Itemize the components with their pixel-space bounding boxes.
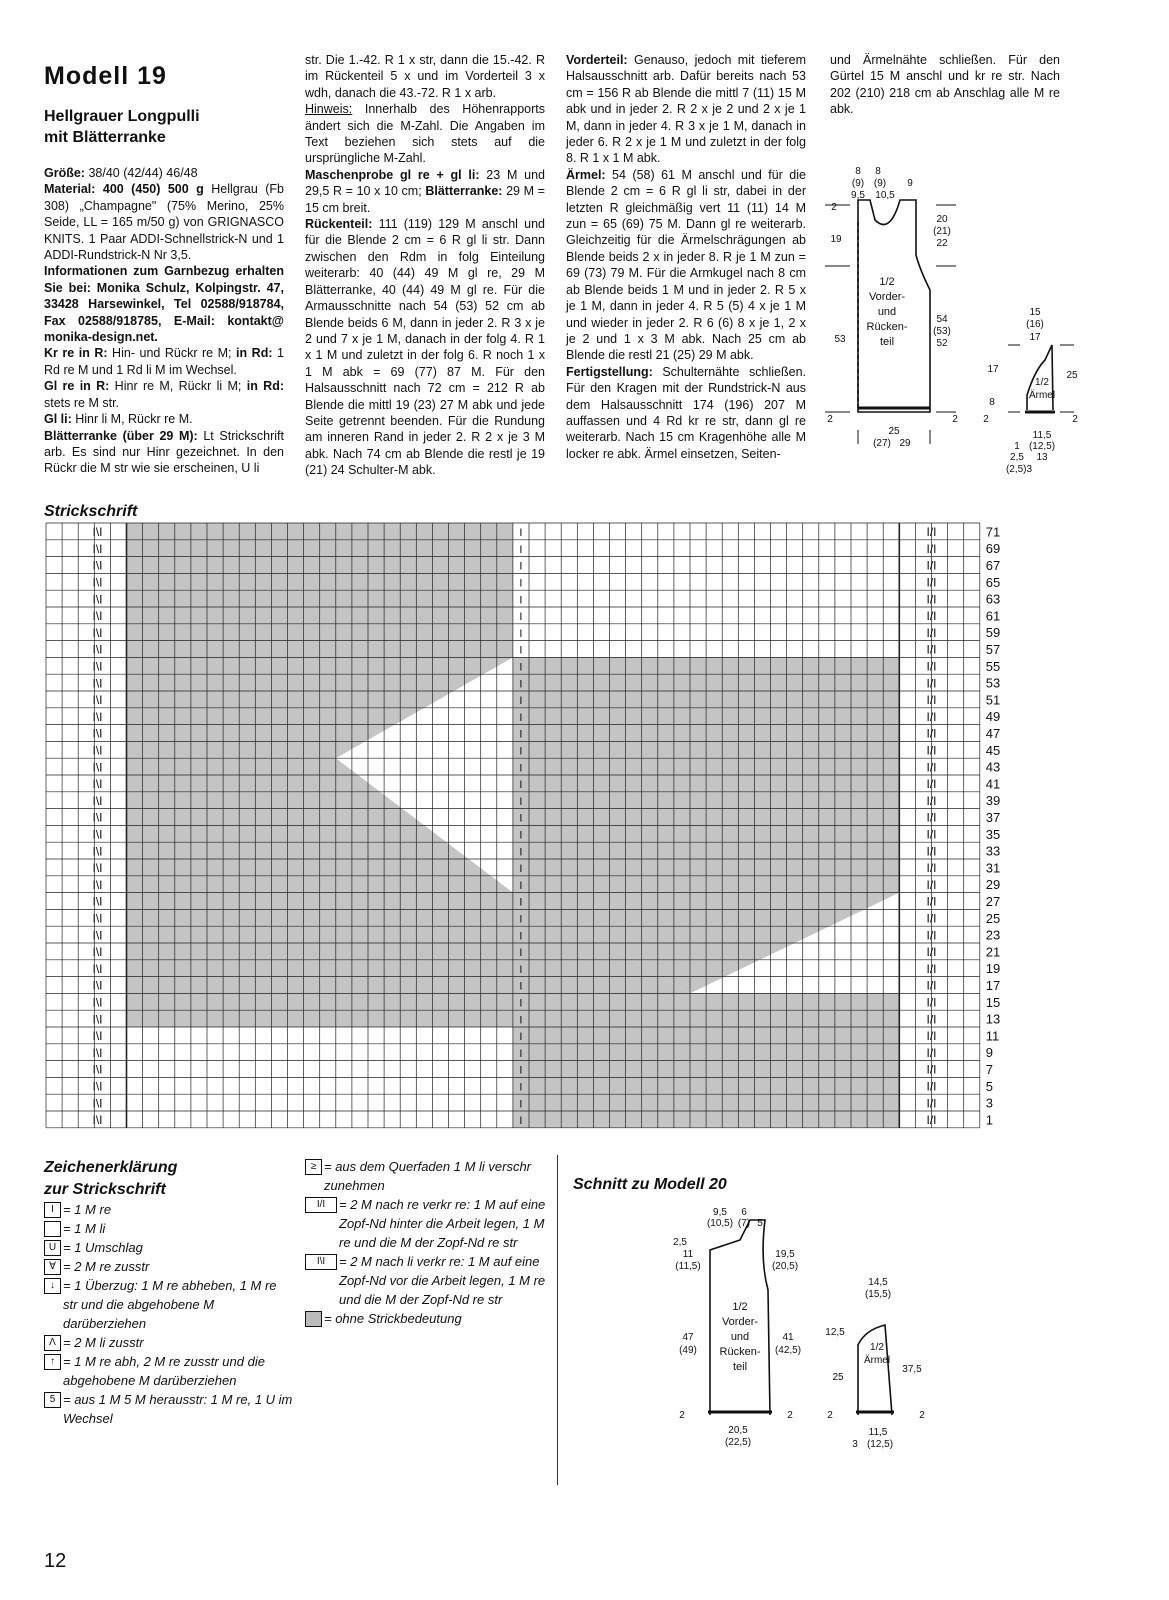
chart-row-number: 39 — [985, 793, 1001, 809]
chart-row-number: 43 — [985, 759, 1001, 775]
chart-symbol-cross-right: I/I — [926, 1113, 937, 1128]
svg-text:Vorder-: Vorder- — [721, 1316, 759, 1328]
rows-paragraph: str. Die 1.-42. R 1 x str, dann die 15.-42. R im Rückenteil 5 x und im Vorderteil 3 x wdh, danach die 43.-72. R 1 x arb. — [305, 53, 545, 100]
svg-text:1: 1 — [1014, 441, 1020, 452]
svg-text:(12,5): (12,5) — [866, 1439, 894, 1450]
chart-symbol-cross-right: I/I — [926, 541, 937, 556]
chart-row-number: 59 — [985, 625, 1001, 641]
svg-text:(2,5)3: (2,5)3 — [1005, 464, 1033, 475]
chart-symbol-cross-left: I\I — [92, 1045, 103, 1060]
svg-text:(27): (27) — [873, 438, 891, 449]
chart-grid — [44, 521, 1074, 1141]
svg-text:12,5: 12,5 — [825, 1327, 845, 1338]
svg-text:13: 13 — [1036, 452, 1048, 463]
chart-symbol-cross-left: I\I — [92, 743, 103, 758]
chart-symbol-cross-left: I\I — [92, 827, 103, 842]
chart-symbol-knit: I — [519, 1064, 523, 1077]
page-number: 12 — [44, 1550, 67, 1572]
chart-symbol-cross-right: I/I — [926, 726, 937, 741]
chart-row-number: 41 — [985, 776, 1001, 792]
instructions-column-2 — [305, 52, 545, 479]
chart-symbol-cross-right: I/I — [926, 995, 937, 1010]
chart-symbol-knit: I — [519, 1081, 523, 1094]
hinweis-paragraph: Hinweis: Innerhalb des Höhenrapports ändert sich die M-Zahl. Die Angaben im Text beziehen sich stets auf die ursprüngliche M-Zahl. — [305, 102, 545, 166]
schematic-modell-20 — [660, 1200, 960, 1470]
legend-item-purl: = 1 M li — [44, 1219, 294, 1238]
aermel-paragraph: Ärmel: 54 (58) 61 M anschl und für die Blende 2 cm = 6 R gl li str, dabei in der letzten R gleichmäßig vert 11 (11) 14 M zun = 65 (69) 75 M. Dann gl re weiterarb. Gleichzeitig für die Ärmelschrägungen ab Blende beids 2 x in jeder 8. R je 1 M zun = 69 (73) 79 M. Für die Armkugel nach 8 cm ab Blende beids 1 M und in jeder 2. R 5 x je 1 M, dann in jeder 4. R 5 (5) 4 x je 1 M und wieder in jeder 2. R 6 (6) 8 x je 1, 2 x je 2 und 1 x 3 M abk. Nach 25 cm ab Blende die restl 21 (25) 29 M abk. — [566, 167, 806, 363]
chart-row-number: 33 — [985, 843, 1001, 859]
chart-row-number: 29 — [985, 877, 1001, 893]
chart-row-number: 45 — [985, 742, 1001, 758]
legend-item-p2tog: Λ = 2 M li zusstr — [44, 1333, 294, 1352]
svg-text:54: 54 — [936, 314, 948, 325]
legend-item-k2tog: ∀ = 2 M re zusstr — [44, 1257, 294, 1276]
chart-symbol-knit: I — [519, 627, 523, 640]
chart-symbol-cross-left: I\I — [92, 777, 103, 792]
chart-row-number: 61 — [985, 608, 1001, 624]
svg-text:Rücken-: Rücken- — [719, 1346, 761, 1358]
chart-symbol-cross-left: I\I — [92, 861, 103, 876]
svg-text:17: 17 — [987, 364, 999, 375]
legend-item-sk2p: ↑ = 1 M re abh, 2 M re zusstr und die abgehobene M darüberziehen — [44, 1352, 294, 1390]
chart-row-number: 23 — [985, 927, 1001, 943]
svg-text:teil: teil — [879, 336, 895, 348]
chart-symbol-cross-left: I\I — [92, 945, 103, 960]
chart-symbol-cross-right: I/I — [926, 777, 937, 792]
chart-symbol-cross-left: I\I — [92, 1062, 103, 1077]
svg-text:8: 8 — [989, 397, 995, 408]
chart-symbol-cross-left: I\I — [92, 877, 103, 892]
chart-symbol-cross-right: I/I — [926, 978, 937, 993]
chart-symbol-cross-left: I\I — [92, 1079, 103, 1094]
sleeve-labels — [983, 307, 1078, 475]
size-paragraph: Größe: 38/40 (42/44) 46/48 — [44, 166, 198, 180]
svg-text:2: 2 — [952, 414, 958, 425]
chart-symbol-cross-left: I\I — [92, 541, 103, 556]
svg-text:11: 11 — [682, 1249, 694, 1260]
svg-text:41: 41 — [782, 1332, 794, 1343]
legend-item-cross-right: I/I = 2 M nach re verkr re: 1 M auf eine Zopf-Nd hinter die Arbeit legen, 1 M re und die M der Zopf-Nd re str — [305, 1195, 555, 1252]
gl-li-paragraph: Gl li: Hinr li M, Rückr re M. — [44, 412, 193, 427]
chart-symbol-cross-left: I\I — [92, 693, 103, 708]
chart-symbol-cross-left: I\I — [92, 928, 103, 943]
chart-symbol-cross-right: I/I — [926, 642, 937, 657]
chart-symbol-cross-right: I/I — [926, 1062, 937, 1077]
chart-symbol-cross-left: I\I — [92, 709, 103, 724]
chart-symbol-cross-right: I/I — [926, 911, 937, 926]
svg-text:(42,5): (42,5) — [774, 1345, 802, 1356]
chart-symbol-cross-left: I\I — [92, 1029, 103, 1044]
svg-text:(49): (49) — [679, 1345, 697, 1356]
svg-text:Rücken-: Rücken- — [866, 321, 908, 333]
svg-text:(7): (7) — [737, 1218, 751, 1229]
svg-text:2: 2 — [679, 1410, 685, 1421]
svg-text:(21): (21) — [933, 226, 951, 237]
chart-symbol-cross-right: I/I — [926, 1079, 937, 1094]
chart-symbol-cross-left: I\I — [92, 810, 103, 825]
svg-text:52: 52 — [936, 338, 948, 349]
svg-text:11,5: 11,5 — [1032, 430, 1052, 441]
chart-symbol-cross-right: I/I — [926, 525, 937, 540]
chart-symbol-cross-right: I/I — [926, 609, 937, 624]
chart-symbol-cross-left: I\I — [92, 844, 103, 859]
rueckenteil-paragraph: Rückenteil: 111 (119) 129 M anschl und für die Blende 2 cm = 6 R gl li str. Dann zwischen den Rdm in folg Einteilung weiterarb: 40 (44) 49 M gl re, 29 M Blätterranke, 40 (44) 49 M gl re. Für die Armausschnitte nach 54 (53) 52 cm ab Blende beids 6 M, dann in jeder 2. R 3 x je 2 und 7 x je 1 M, danach in der folg 4. R 1 x 1 M und zuletzt in der folg 6. R noch 1 x 1 M abk = 69 (77) 87 M. Für den Halsausschnitt nach 72 cm = 212 R ab Blende die mittl 19 (23) 27 M abk und jede Seite getrennt beenden. Für die Rundung am inneren Rand in jeder 2. R 2 x je 3 M abk. Nach 74 cm ab Blende die restl je 19 (21) 24 Schulter-M abk. — [305, 217, 545, 478]
svg-text:(12,5): (12,5) — [1028, 441, 1056, 452]
chart-symbol-cross-right: I/I — [926, 575, 937, 590]
chart-symbol-cross-left: I\I — [92, 625, 103, 640]
legend-item-skp: ↓ = 1 Überzug: 1 M re abheben, 1 M re str und die abgehobene M darüberziehen — [44, 1276, 294, 1333]
material-paragraph: Material: 400 (450) 500 g Hellgrau (Fb 308) „Champagne" (75% Merino, 25% Seide, LL = 165 m/50 g) von GRIGNASCO KNITS. 1 Paar ADDI-Schnellstrick-N und 1 ADDI-Rundstrick-N Nr 3,5. — [44, 182, 285, 263]
chart-row-number: 15 — [985, 994, 1001, 1010]
svg-text:22: 22 — [936, 238, 948, 249]
chart-row-number: 35 — [985, 826, 1001, 842]
chart-row-number: 25 — [985, 910, 1001, 926]
chart-symbol-cross-right: I/I — [926, 877, 937, 892]
chart-row-numbers — [986, 524, 1000, 1127]
svg-text:2: 2 — [1072, 414, 1078, 425]
svg-text:2: 2 — [827, 414, 833, 425]
kr-re-paragraph: Kr re in R: Hin- und Rückr re M; in Rd: 1 Rd re M und 1 Rd li M im Wechsel. — [44, 346, 284, 377]
legend-item-knit: I = 1 M re — [44, 1200, 294, 1219]
svg-text:9: 9 — [907, 178, 913, 189]
legend-title — [44, 1157, 177, 1201]
svg-text:2,5: 2,5 — [673, 1237, 687, 1248]
knitting-chart — [44, 521, 1074, 1146]
legend-title-line-2: zur Strickschrift — [44, 1181, 166, 1198]
chart-symbol-cross-right: I/I — [926, 1029, 937, 1044]
chart-symbol-cross-left: I\I — [92, 609, 103, 624]
chart-row-number: 21 — [985, 944, 1001, 960]
chart-symbol-knit: I — [519, 896, 523, 909]
chart-symbol-knit: I — [519, 963, 523, 976]
chart-symbol-cross-right: I/I — [926, 844, 937, 859]
svg-text:47: 47 — [682, 1332, 694, 1343]
chart-symbol-cross-right: I/I — [926, 592, 937, 607]
chart-row-number: 37 — [985, 810, 1001, 826]
chart-symbol-knit: I — [519, 879, 523, 892]
chart-symbol-cross-right: I/I — [926, 793, 937, 808]
chart-symbol-knit: I — [519, 863, 523, 876]
chart-symbol-knit: I — [519, 1047, 523, 1060]
svg-text:1/2: 1/2 — [1035, 377, 1049, 388]
chart-symbol-cross-left: I\I — [92, 961, 103, 976]
legend-item-yarn-over: U = 1 Umschlag — [44, 1238, 294, 1257]
chart-symbol-cross-left: I\I — [92, 558, 103, 573]
svg-text:2: 2 — [831, 202, 837, 213]
schnitt-20-title: Schnitt zu Modell 20 — [573, 1176, 727, 1193]
model-subtitle — [44, 106, 244, 148]
chart-row-number: 17 — [985, 978, 1001, 994]
svg-text:3: 3 — [852, 1439, 858, 1450]
svg-text:25: 25 — [1066, 370, 1078, 381]
chart-symbol-knit: I — [519, 795, 523, 808]
chart-symbol-knit: I — [519, 913, 523, 926]
subtitle-line-2: mit Blätterranke — [44, 129, 166, 146]
svg-text:19: 19 — [830, 234, 842, 245]
legend-right-column — [305, 1157, 555, 1328]
chart-symbol-cross-left: I\I — [92, 978, 103, 993]
svg-text:und: und — [730, 1331, 750, 1343]
chart-symbol-knit: I — [519, 577, 523, 590]
svg-text:9,5: 9,5 — [851, 190, 865, 201]
chart-symbol-knit: I — [519, 762, 523, 775]
svg-text:25: 25 — [888, 426, 900, 437]
chart-symbol-cross-left: I\I — [92, 525, 103, 540]
chart-symbol-knit: I — [519, 1098, 523, 1111]
chart-symbol-cross-left: I\I — [92, 642, 103, 657]
svg-text:(22,5): (22,5) — [724, 1437, 752, 1448]
chart-symbol-cross-right: I/I — [926, 625, 937, 640]
chart-symbol-knit: I — [519, 644, 523, 657]
chart-row-number: 47 — [985, 726, 1001, 742]
supplier-paragraph: Informationen zum Garnbezug erhalten Sie bei: Monika Schulz, Kolpingstr. 47, 33428 Harsewinkel, Tel 02588/918784, Fax 02588/918785, E-Mail: kontakt@ monika-design.net. — [44, 264, 284, 345]
chart-symbol-cross-left: I\I — [92, 995, 103, 1010]
svg-text:(15,5): (15,5) — [864, 1289, 892, 1300]
svg-text:37,5: 37,5 — [902, 1364, 922, 1375]
blaetterranke-paragraph: Blätterranke (über 29 M): Lt Strickschrift arb. Es sind nur Hinr gezeichnet. In den Rückr die M str wie sie erscheinen, U li — [44, 428, 284, 476]
subtitle-line-1: Hellgrauer Longpulli — [44, 108, 200, 125]
chart-symbol-knit: I — [519, 745, 523, 758]
chart-symbol-knit: I — [519, 1014, 523, 1027]
chart-symbol-knit: I — [519, 611, 523, 624]
svg-text:9,5: 9,5 — [713, 1207, 727, 1218]
chart-symbol-cross-right: I/I — [926, 659, 937, 674]
chart-symbol-knit: I — [519, 779, 523, 792]
chart-symbol-cross-left: I\I — [92, 1113, 103, 1128]
svg-text:(11,5): (11,5) — [675, 1261, 701, 1272]
legend-item-no-stitch: = ohne Strickbedeutung — [305, 1309, 555, 1328]
chart-row-number: 1 — [985, 1112, 994, 1128]
svg-text:(53): (53) — [933, 326, 951, 337]
chart-symbol-knit: I — [519, 980, 523, 993]
vorderteil-paragraph: Vorderteil: Genauso, jedoch mit tieferem Halsausschnitt arb. Dafür bereits nach 53 cm = 156 R ab Blende die mittl 7 (11) 15 M abk und in jeder 2. R 2 x je 2 und 2 x je 1 M, dann in jeder 4. R 3 x je 1 M, danach in jeder 6. R 2 x je 1 M und zuletzt in der folg 8. R 1 x 1 M abk. — [566, 53, 806, 166]
body20-label — [720, 1301, 761, 1373]
chart-symbol-knit: I — [519, 930, 523, 943]
legend-item-increase-5: 5 = aus 1 M 5 M herausstr: 1 M re, 1 U im Wechsel — [44, 1390, 294, 1428]
chart-symbol-cross-left: I\I — [92, 592, 103, 607]
chart-symbol-cross-left: I\I — [92, 659, 103, 674]
svg-text:25: 25 — [832, 1372, 844, 1383]
svg-text:(10,5): (10,5) — [706, 1218, 734, 1229]
chart-row-number: 53 — [985, 675, 1001, 691]
chart-symbol-cross-right: I/I — [926, 558, 937, 573]
chart-symbol-knit: I — [519, 695, 523, 708]
model-title: Modell 19 — [44, 62, 167, 90]
chart-row-number: 67 — [985, 558, 1001, 574]
legend-item-m1p: ≥ = aus dem Querfaden 1 M li verschr zunehmen — [305, 1157, 555, 1195]
chart-symbol-knit: I — [519, 678, 523, 691]
chart-symbol-knit: I — [519, 560, 523, 573]
svg-text:(9): (9) — [873, 178, 887, 189]
legend-title-line-1: Zeichenerklärung — [44, 1159, 178, 1176]
sleeve20-outline — [858, 1325, 892, 1415]
chart-row-number: 31 — [985, 860, 1001, 876]
svg-text:Ärmel: Ärmel — [1028, 390, 1056, 401]
chart-symbol-cross-right: I/I — [926, 1096, 937, 1111]
chart-symbol-cross-left: I\I — [92, 676, 103, 691]
chart-symbol-knit: I — [519, 1115, 523, 1128]
svg-text:teil: teil — [732, 1361, 748, 1373]
sleeve20-labels — [825, 1277, 925, 1450]
chart-symbol-knit: I — [519, 711, 523, 724]
chart-row-number: 71 — [985, 524, 1001, 540]
svg-text:1/2: 1/2 — [870, 1342, 884, 1353]
chart-row-number: 13 — [985, 1011, 1001, 1027]
svg-text:Vorder-: Vorder- — [868, 291, 906, 303]
chart-symbol-knit: I — [519, 812, 523, 825]
svg-text:15: 15 — [1029, 307, 1041, 318]
svg-text:8: 8 — [875, 166, 881, 177]
chart-symbol-cross-right: I/I — [926, 810, 937, 825]
schematic-modell-19 — [820, 160, 1080, 480]
section-divider — [557, 1155, 558, 1485]
chart-symbol-cross-right: I/I — [926, 1012, 937, 1027]
chart-symbol-cross-right: I/I — [926, 760, 937, 775]
chart-row-number: 57 — [985, 642, 1001, 658]
guertel-paragraph: und Ärmelnähte schließen. Für den Gürtel 15 M anschl und kr re str. Nach 202 (210) 218 cm ab Anschlag alle M re abk. — [830, 53, 1060, 117]
legend-item-cross-left: I\I = 2 M nach li verkr re: 1 M auf eine Zopf-Nd vor die Arbeit legen, 1 M re und die M der Zopf-Nd re str — [305, 1252, 555, 1309]
svg-text:1/2: 1/2 — [879, 276, 895, 288]
svg-text:14,5: 14,5 — [868, 1277, 888, 1288]
chart-symbol-knit: I — [519, 1031, 523, 1044]
legend-left-column — [44, 1200, 294, 1428]
chart-row-number: 65 — [985, 574, 1001, 590]
chart-row-number: 63 — [985, 591, 1001, 607]
svg-text:(9): (9) — [851, 178, 865, 189]
chart-symbol-cross-right: I/I — [926, 945, 937, 960]
svg-text:und: und — [877, 306, 897, 318]
chart-symbol-knit: I — [519, 997, 523, 1010]
chart-symbol-cross-right: I/I — [926, 861, 937, 876]
svg-text:2: 2 — [787, 1410, 793, 1421]
chart-row-number: 9 — [985, 1045, 994, 1061]
chart-symbol-cross-right: I/I — [926, 1045, 937, 1060]
chart-symbol-cross-right: I/I — [926, 743, 937, 758]
svg-text:1/2: 1/2 — [732, 1301, 748, 1313]
chart-symbol-cross-right: I/I — [926, 928, 937, 943]
chart-symbol-knit: I — [519, 829, 523, 842]
chart-symbol-cross-right: I/I — [926, 709, 937, 724]
chart-symbol-cross-right: I/I — [926, 827, 937, 842]
maschenprobe-paragraph: Maschenprobe gl re + gl li: 23 M und 29,5 R = 10 x 10 cm; Blätterranke: 29 M = 15 cm breit. — [305, 167, 545, 215]
chart-row-number: 27 — [985, 894, 1001, 910]
chart-symbol-cross-left: I\I — [92, 911, 103, 926]
svg-text:2,5: 2,5 — [1010, 452, 1024, 463]
chart-symbol-cross-right: I/I — [926, 894, 937, 909]
chart-symbol-cross-left: I\I — [92, 760, 103, 775]
chart-symbol-cross-right: I/I — [926, 676, 937, 691]
fertigstellung-paragraph: Fertigstellung: Schulternähte schließen. Für den Kragen mit der Rundstrick-N aus dem Halsausschnitt 174 (196) 207 M auffassen und 4 Rd kr re str, dann gl re weiterarb. Nach 15 cm Kragenhöhe alle M locker re abk. Ärmel einsetzen, Seiten- — [566, 364, 806, 461]
chart-symbol-cross-left: I\I — [92, 575, 103, 590]
svg-text:2: 2 — [919, 1410, 925, 1421]
chart-row-number: 11 — [985, 1028, 1000, 1044]
chart-symbol-knit: I — [519, 846, 523, 859]
chart-row-number: 19 — [985, 961, 1001, 977]
chart-symbol-cross-left: I\I — [92, 726, 103, 741]
svg-text:8: 8 — [855, 166, 861, 177]
chart-symbol-knit: I — [519, 543, 523, 556]
chart-symbol-cross-left: I\I — [92, 1096, 103, 1111]
svg-text:17: 17 — [1029, 332, 1041, 343]
svg-text:(20,5): (20,5) — [771, 1261, 799, 1272]
instructions-column-4 — [830, 52, 1060, 118]
svg-text:2: 2 — [983, 414, 989, 425]
chart-symbol-knit: I — [519, 594, 523, 607]
chart-symbol-knit: I — [519, 527, 523, 540]
chart-row-number: 5 — [985, 1078, 994, 1094]
svg-text:11,5: 11,5 — [868, 1427, 888, 1438]
chart-row-number: 69 — [985, 541, 1001, 557]
chart-title: Strickschrift — [44, 503, 138, 520]
chart-symbol-knit: I — [519, 728, 523, 741]
svg-text:20,5: 20,5 — [728, 1425, 748, 1436]
svg-text:(16): (16) — [1026, 319, 1044, 330]
chart-row-number: 7 — [985, 1062, 994, 1078]
body-label — [867, 276, 908, 348]
instructions-column-1 — [44, 165, 284, 477]
chart-row-number: 55 — [985, 658, 1001, 674]
chart-symbol-cross-right: I/I — [926, 693, 937, 708]
gl-re-paragraph: Gl re in R: Hinr re M, Rückr li M; in Rd: stets re M str. — [44, 379, 285, 410]
chart-symbol-knit: I — [519, 661, 523, 674]
svg-text:5: 5 — [757, 1218, 763, 1229]
svg-text:10,5: 10,5 — [875, 190, 895, 201]
chart-row-number: 3 — [985, 1095, 994, 1111]
chart-symbol-knit: I — [519, 947, 523, 960]
chart-symbol-cross-left: I\I — [92, 894, 103, 909]
svg-text:53: 53 — [834, 334, 846, 345]
instructions-column-3 — [566, 52, 806, 462]
svg-text:6: 6 — [741, 1207, 747, 1218]
chart-symbol-cross-left: I\I — [92, 1012, 103, 1027]
chart-row-number: 51 — [985, 692, 1001, 708]
svg-text:29: 29 — [899, 438, 911, 449]
svg-text:20: 20 — [936, 214, 948, 225]
svg-text:19,5: 19,5 — [775, 1249, 795, 1260]
svg-text:2: 2 — [827, 1410, 833, 1421]
chart-symbol-cross-left: I\I — [92, 793, 103, 808]
svg-text:Ärmel: Ärmel — [863, 1355, 891, 1366]
chart-symbol-cross-right: I/I — [926, 961, 937, 976]
chart-row-number: 49 — [985, 709, 1001, 725]
